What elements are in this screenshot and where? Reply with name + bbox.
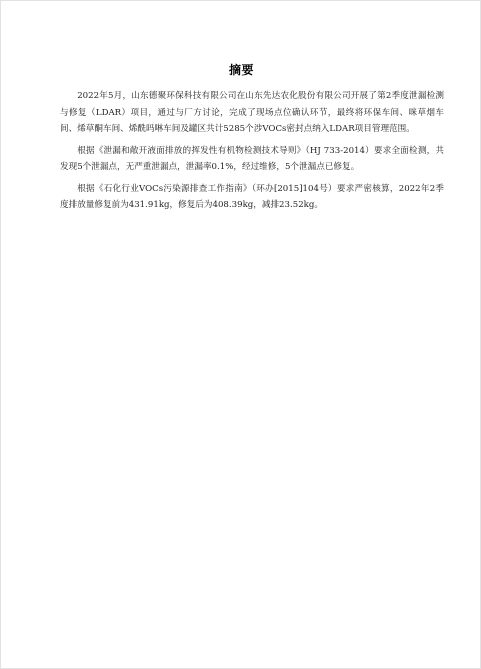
page-title: 摘要	[228, 63, 254, 77]
paragraph-emission-accounting: 根据《石化行业VOCs污染源排查工作指南》（环办[2015]104号）要求严密核算，2022年2季度排放量修复前为431.91kg，修复后为408.39kg，减排23.52kg。	[60, 183, 444, 210]
paragraph-project-overview: 2022年5月，山东德聚环保科技有限公司在山东先达农化股份有限公司开展了第2季度泄漏检测与修复（LDAR）项目，通过与厂方讨论，完成了现场点位确认环节，最终将环保车间、咪草烟车间、烯草酮车间、烯酰吗啉车间及罐区共计5285个涉VOCs密封点纳入LDAR项目管理范围。	[60, 91, 444, 134]
paragraph-detection-results: 根据《泄漏和敞开液面排放的挥发性有机物检测技术导则》（HJ 733-2014）要求全面检测，共发现5个泄漏点，无严重泄漏点，泄漏率0.1%，经过维修，5个泄漏点已修复。	[60, 145, 444, 172]
document-body	[60, 88, 444, 219]
